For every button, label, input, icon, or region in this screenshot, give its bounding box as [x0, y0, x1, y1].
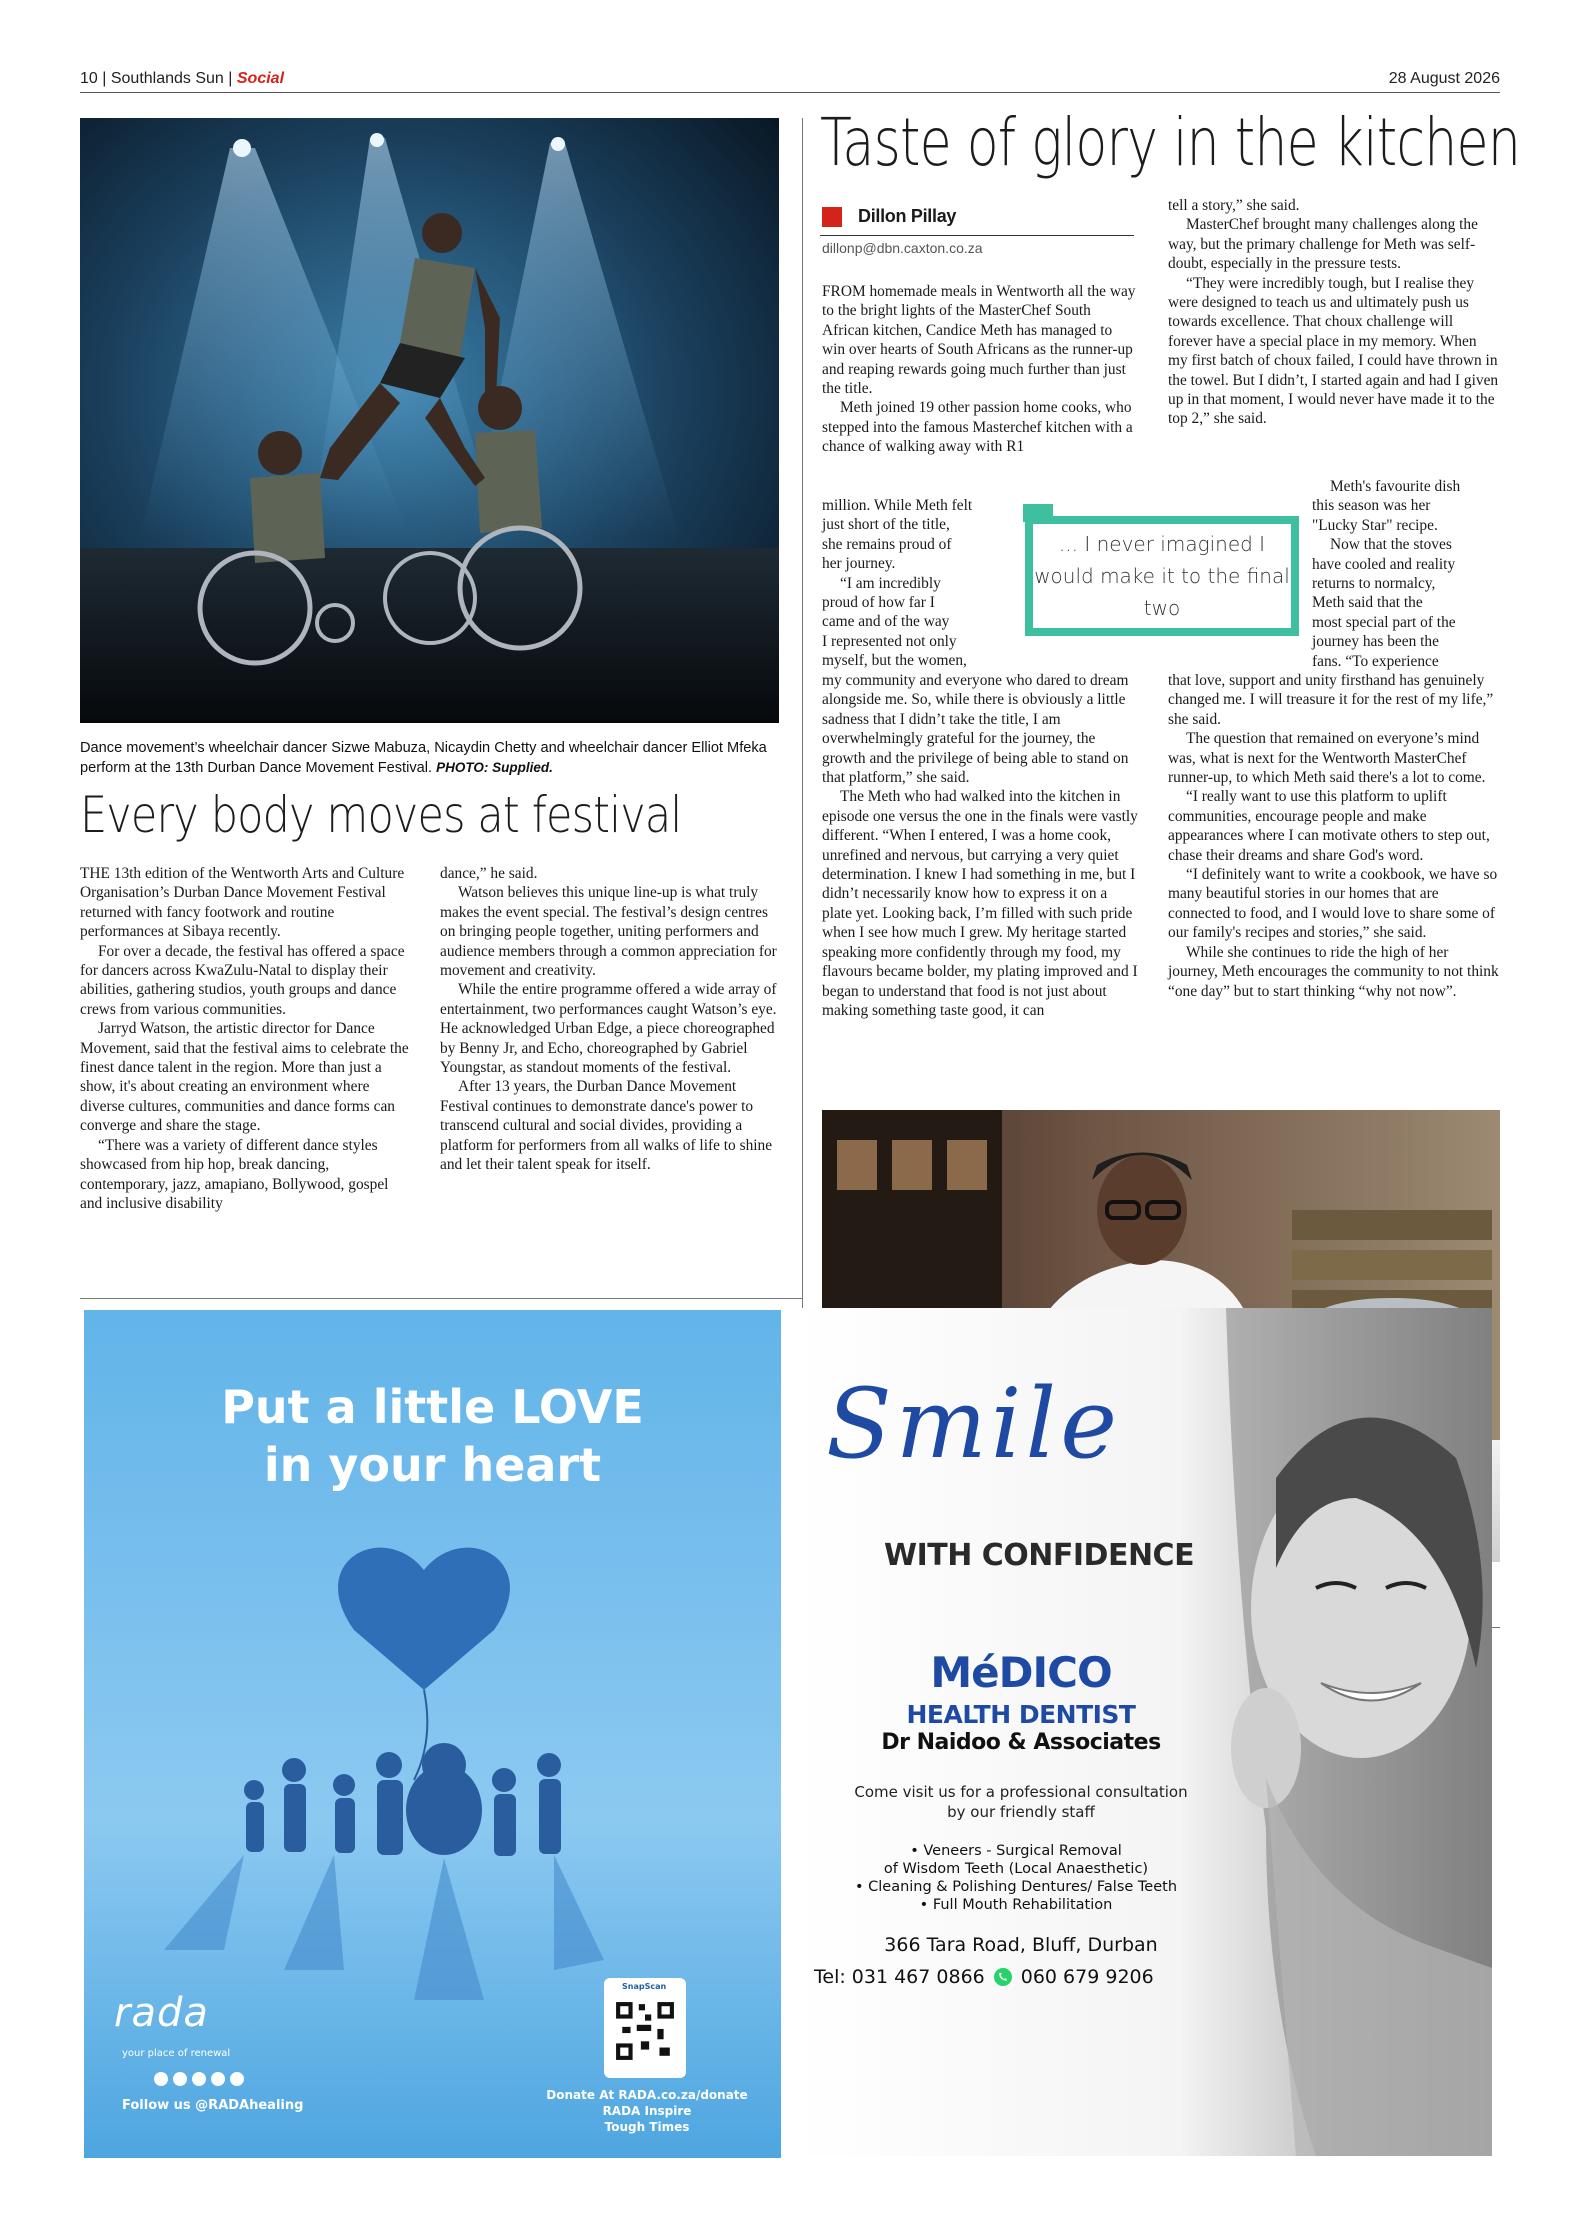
text-line: Now that the stoves	[1330, 536, 1452, 554]
text-line: million. While Meth felt	[822, 497, 973, 514]
text-line: this season was her	[1312, 497, 1431, 515]
text-line: just short of the title,	[822, 516, 950, 534]
pull-quote	[1025, 516, 1299, 636]
service-line: • Cleaning & Polishing Dentures/ False Teeth	[854, 1879, 1178, 1895]
text-line: myself, but the women,	[822, 652, 967, 670]
x-icon[interactable]	[192, 2072, 206, 2086]
text-line: fans. “To experience	[1312, 652, 1439, 670]
paragraph: FROM homemade meals in Wentworth all the way to the bright lights of the MasterChef South African kitchen, Candice Meth has managed to win over hearts of South Africans as the runner-up and reaping rewards going much further than just the title.	[822, 283, 1136, 398]
dance-photo-image	[80, 118, 779, 723]
paragraph: that love, support and unity firsthand has genuinely changed me. I will treasure it for the rest of my life,” she said.	[1168, 672, 1494, 728]
byline-marker	[822, 207, 842, 227]
text-line: I represented not only	[822, 632, 957, 650]
paragraph: MasterChef brought many challenges along the way, but the primary challenge for Meth was self-doubt, especially in the pressure tests.	[1168, 216, 1478, 273]
text-line: Meth said that the	[1312, 594, 1423, 612]
text-line: her journey.	[822, 555, 896, 573]
social-icons	[154, 2072, 244, 2086]
whatsapp-icon	[993, 1967, 1013, 1987]
section-name: Social	[236, 70, 285, 87]
text-line: returns to normalcy,	[1312, 575, 1436, 593]
rada-headline-line: in your heart	[263, 1438, 602, 1492]
rada-logo: rada	[114, 1990, 209, 2036]
paragraph: For over a decade, the festival has offered a space for dancers across KwaZulu-Natal to display their abilities, gathering studios, youth groups and dance crews from various communities.	[80, 942, 405, 1018]
dentist-invite	[796, 1782, 1246, 1822]
phone-number[interactable]: Tel: 031 467 0866	[814, 1966, 985, 1988]
text-line: came and of the way	[822, 613, 950, 631]
dentist-address: 366 Tara Road, Bluff, Durban	[884, 1934, 1158, 1956]
dance-column-2	[440, 864, 780, 1175]
dance-caption-text: Dance movement’s wheelchair dancer Sizwe Mabuza, Nicaydin Chetty and wheelchair dancer Elliot Mfeka perform at the 13th Durban Dance Movement Festival.	[80, 740, 767, 776]
kitchen-column-2-top	[1168, 196, 1500, 429]
dance-caption	[80, 739, 780, 778]
dentist-practice: Dr Naidoo & Associates	[881, 1730, 1161, 1755]
page-number: 10	[80, 70, 98, 87]
instagram-icon[interactable]	[173, 2072, 187, 2086]
paragraph: “There was a variety of different dance styles showcased from hip hop, break dancing, contemporary, jazz, amapiano, Bollywood, gospel and inclusive disability	[80, 1136, 389, 1212]
service-line: of Wisdom Teeth (Local Anaesthetic)	[883, 1861, 1149, 1877]
whatsapp-number[interactable]: 060 679 9206	[1020, 1966, 1154, 1988]
byline-name: Dillon Pillay	[858, 206, 957, 226]
donate-line: RADA Inspire	[602, 2104, 692, 2118]
paragraph: “I definitely want to write a cookbook, we have so many beautiful stories in our homes that are connected to food, and I would love to share some of our family's recipes and stories,” she said.	[1168, 866, 1498, 942]
page-date: 28 August 2026	[1388, 70, 1500, 87]
kitchen-column-2-bottom	[1168, 671, 1500, 1001]
dentist-brand-line2: HEALTH DENTIST	[906, 1700, 1136, 1729]
dance-headline: Every body moves at festival	[80, 786, 682, 844]
paragraph: The question that remained on everyone’s mind was, what is next for the Wentworth MasterChef runner-up, to which Meth said there's a lot to come.	[1168, 730, 1486, 787]
paragraph: Jarryd Watson, the artistic director for Dance Movement, said that the festival aims to celebrate the finest dance talent in the region. More than just a show, it's about creating an environment where diverse cultures, communities and dance forms can converge and share the stage.	[80, 1020, 409, 1135]
section-divider	[80, 1298, 802, 1299]
service-line: • Veneers - Surgical Removal	[910, 1843, 1122, 1859]
invite-line: by our friendly staff	[947, 1803, 1095, 1821]
rada-advert[interactable]	[84, 1310, 781, 2158]
donate-line: Tough Times	[604, 2120, 690, 2134]
text-line: "Lucky Star" recipe.	[1312, 516, 1438, 534]
kitchen-headline: Taste of glory in the kitchen	[820, 104, 1521, 181]
qr-code-icon	[614, 2000, 676, 2062]
paragraph: The Meth who had walked into the kitchen in episode one versus the one in the finals were vastly different. “When I entered, I was a home cook, unrefined and nervous, but carrying a very quiet determination. I knew I had something in me, but I didn’t necessarily know how to express it on a plate yet. Looking back, I’m filled with such pride when I see how much I grew. My heritage started speaking more confidently through my food, my flavours became bolder, my plating improved and I began to understand that food is not just about making something taste good, it can	[822, 788, 1138, 1019]
rada-donate	[532, 2087, 762, 2135]
paragraph: tell a story,” she said.	[1168, 197, 1300, 214]
paragraph: While she continues to ride the high of her journey, Meth encourages the community to not think “one day” but to start thinking “why not now”.	[1168, 943, 1499, 1000]
kitchen-column-2-narrow	[1312, 477, 1502, 671]
snapscan-label: SnapScan	[622, 1982, 667, 1991]
paragraph: dance,” he said.	[440, 865, 538, 882]
donate-link[interactable]: Donate At RADA.co.za/donate	[546, 2088, 748, 2102]
kitchen-column-1-narrow	[822, 496, 1002, 671]
paragraph: After 13 years, the Durban Dance Movement Festival continues to demonstrate dance's power to transcend cultural and social divides, providing a platform for performers from all walks of life to shine and let their talent speak for itself.	[440, 1078, 773, 1174]
text-line: proud of how far I	[822, 594, 935, 612]
text-line: Meth's favourite dish	[1330, 478, 1461, 495]
paragraph: Meth joined 19 other passion home cooks, who stepped into the famous Masterchef kitchen with a chance of walking away with R1	[822, 399, 1133, 456]
byline-email: dillonp@dbn.caxton.co.za	[822, 240, 983, 256]
rada-tagline: your place of renewal	[122, 2048, 231, 2059]
youtube-icon[interactable]	[211, 2072, 225, 2086]
smile-subtitle: WITH CONFIDENCE	[884, 1538, 1195, 1573]
paragraph: “They were incredibly tough, but I realise they were designed to teach us and ultimately push us towards excellence. That choux challenge will forever have a special place in my memory. When my first batch of choux failed, I could have thrown in the towel. But I didn’t, I started again and had I given up in that moment, I would never have made it to the top 2,” she said.	[1168, 274, 1499, 428]
header-divider	[80, 92, 1500, 93]
rada-headline-line: Put a little LOVE	[221, 1380, 644, 1434]
tiktok-icon[interactable]	[230, 2072, 244, 2086]
paragraph: my community and everyone who dared to dream alongside me. So, while there is obviously a little sadness that I didn’t take the title, I am overwhelmingly grateful for the journey, the growth and the privilege of being able to stand on that platform,” she said.	[822, 672, 1129, 787]
invite-line: Come visit us for a professional consultation	[854, 1783, 1188, 1801]
paragraph: While the entire programme offered a wide array of entertainment, two performances caught Watson’s eye. He acknowledged Urban Edge, a piece choreographed by Benny Jr, and Echo, choreographed by Gabriel Youngstar, as standout moments of the festival.	[440, 981, 777, 1077]
rada-headline	[84, 1378, 781, 1494]
dentist-services	[796, 1842, 1236, 1914]
text-line: she remains proud of	[822, 535, 952, 553]
kitchen-column-1-bottom	[822, 671, 1140, 1020]
dance-column-1	[80, 864, 414, 1213]
byline-divider	[820, 235, 1134, 236]
rada-follow[interactable]: Follow us @RADAhealing	[122, 2098, 304, 2113]
page-header: 10 | Southlands Sun | Social	[80, 70, 285, 87]
dance-photo-credit: PHOTO: Supplied.	[436, 760, 553, 775]
dentist-brand: MéDICO	[930, 1648, 1112, 1697]
text-line: most special part of the	[1312, 613, 1456, 631]
dentist-contact	[814, 1966, 1154, 1988]
paragraph: THE 13th edition of the Wentworth Arts and Culture Organisation’s Durban Dance Movement Festival returned with fancy footwork and routine performances at Sibaya recently.	[80, 865, 405, 941]
paragraph: Watson believes this unique line-up is what truly makes the event special. The festival’s design centres on bringing people together, uniting performers and audience members through a common appreciation for movement and creativity.	[440, 884, 777, 980]
text-line: “I am incredibly	[840, 574, 941, 592]
kitchen-column-1-top	[822, 282, 1136, 457]
text-line: have cooled and reality	[1312, 555, 1456, 573]
paragraph: “I really want to use this platform to uplift communities, encourage people and make appearances where I can motivate others to step out, chase their dreams and share God's word.	[1168, 788, 1490, 864]
service-line: • Full Mouth Rehabilitation	[919, 1897, 1113, 1913]
publication-name: Southlands Sun	[110, 70, 224, 87]
dance-photo	[80, 118, 779, 723]
pull-quote-text: ... I never imagined I would make it to the final two	[1034, 532, 1290, 620]
snapscan-card[interactable]	[604, 1978, 686, 2078]
dentist-advert[interactable]	[796, 1308, 1492, 2156]
facebook-icon[interactable]	[154, 2072, 168, 2086]
text-line: journey has been the	[1312, 633, 1439, 651]
smile-script: Smile	[826, 1368, 1122, 1480]
